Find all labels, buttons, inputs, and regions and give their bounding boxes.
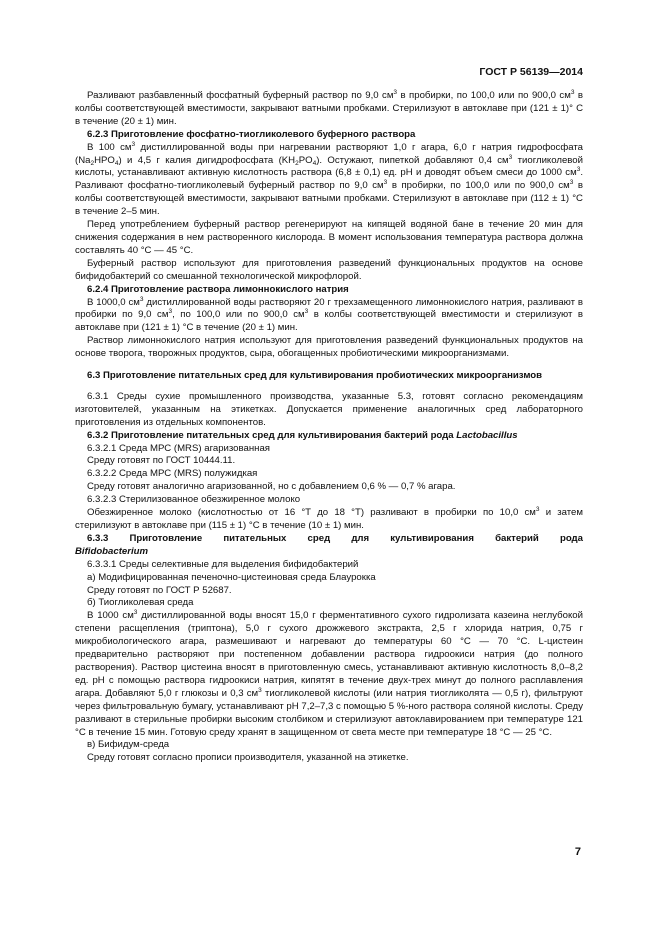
heading-6-3: 6.3 Приготовление питательных сред для культивирования пробиотических микроорганизмов (87, 370, 543, 382)
document-body (75, 90, 583, 765)
paragraph-thioglycol-prep: В 100 $см^3$ дистиллированной воды при нагревании растворяют 1,0 г агара, 6,0 г натрия гидрофосфата $(Na_2HPO_4)$ и 4,5 г калия дигидрофосфата $(KH_2PO_4)$. Остужают, пипеткой добавляют 0,4 $см^3$ тиогликолевой кислоты, устанавливают активную кислотность раствора (6,8 ± 0,1) ед. pH и доводят объем смеси до 1000 $см^3$. Разливают фосфатно-тиогликолевый буферный раствор по 9,0 $см^3$ в пробирки, по 100,0 или по 900,0 $см^3$ в колбы соответствующей вместимости, закрывают ватными пробками. Стерилизуют в автоклаве при (112 ± 1) °С в течение 2–5 мин. (75, 140, 584, 218)
page-number: 7 (574, 846, 581, 858)
heading-6-2-3: 6.2.3 Приготовление фосфатно-тиогликолевого буферного раствора (87, 128, 416, 140)
heading-6-3-3-genus (75, 546, 583, 559)
paragraph-usage: Буферный раствор используют для приготовления разведений функциональных продуктов на основе бифидобактерий со смешанной технологической микрофлорой. (75, 257, 583, 282)
paragraph-6-3-1: 6.3.1 Среды сухие промышленного производства, указанные 5.3, готовят согласно рекомендациям изготовителей, указанным на этикетках. Допускается применение аналогичных сред лабораторного приготовления из отдельных компонентов. (75, 390, 583, 428)
paragraph-dilution: Разливают разбавленный фосфатный буферный раствор по 9,0 $см^3$ в пробирки, по 100,0 или по 900,0 $см^3$ в колбы соответствующей вместимости, закрывают ватными пробками. Стерилизуют в автоклаве при (121 ± 1)° С в течение (20 ± 1) мин. (75, 89, 584, 127)
item-6-3-2-2: 6.3.2.2 Среда МРС (MRS) полужидкая (87, 468, 258, 480)
item-a-text: Среду готовят по ГОСТ Р 52687. (87, 584, 232, 596)
item-v-text: Среду готовят согласно прописи производителя, указанной на этикетке. (87, 752, 409, 764)
item-a: а) Модифицированная печеночно-цистеиновая среда Блаурокка (87, 571, 376, 583)
paragraph-skim-milk: Обезжиренное молоко (кислотностью от 16 °Т до 18 °Т) разливают в пробирки по 10,0 $см^3$ и затем стерилизуют в автоклаве при (115 ± 1) °С в течение (10 ± 1) мин. (75, 506, 583, 531)
paragraph-citrate-usage: Раствор лимоннокислого натрия используют для приготовления разведений функциональных продуктов на основе творога, творожных продуктов, сыра, обогащенных пробиотическими микроорганизмами. (75, 335, 583, 360)
paragraph-regeneration: Перед употреблением буферный раствор регенерируют на кипящей водяной бане в течение 20 мин для снижения содержания в нем растворенного кислорода. В момент использования температура раствора должна составлять 40 °С — 45 °С. (75, 219, 583, 256)
genus-bifidobacterium: Bifidobacterium (75, 545, 149, 557)
document-header: ГОСТ Р 56139—2014 (479, 66, 583, 78)
item-6-3-3-1: 6.3.3.1 Среды селективные для выделения бифидобактерий (87, 558, 359, 570)
item-6-3-2-2-text: Среду готовят аналогично агаризованной, но с добавлением 0,6 % — 0,7 % агара. (87, 481, 456, 493)
item-v: в) Бифидум-среда (87, 739, 170, 751)
paragraph-thioglycol-medium: В 1000 $см^3$ дистиллированной воды вносят 15,0 г ферментативного сухого гидролизата казеина неглубокой степени расщепления (триптона), 5,0 г сухого дрожжевого экстракта, 2,5 г хлорида натрия, 0,75 г микробиологического агара, размешивают и нагревают до температуры 60 °С — 70 °С. L-цистеин предварительно растворяют при постепенном добавлении раствора гидроокиси натрия (до полного растворения). Раствор цистеина вносят в приготовленную смесь, устанавливают активную кислотность 8,0–8,2 ед. pH с помощью раствора гидроокиси натрия, кипятят в течение двух-трех минут до полного расплавления агара. Добавляют 5,0 г глюкозы и 0,3 $см^3$ тиогликолевой кислоты (или натрия тиогликолята — 0,5 г), фильтруют через фильтровальную бумагу, устанавливают pH 7,2–7,3 с помощью 5 %-ного раствора соляной кислоты. Среду разливают в стерильные пробирки высоким столбиком и стерилизуют автоклавированием при температуре 121 °С в течение 15 мин. Готовую среду хранят в защищенном от света месте при температуре 18 °С — 25 °С. (75, 609, 584, 738)
paragraph-citrate-prep: В 1000,0 $см^3$ дистиллированной воды растворяют 20 г трехзамещенного лимоннокислого натрия, разливают в пробирки по 9,0 $см^3$, по 100,0 или по 900,0 $см^3$ в колбы соответствующей вместимости и стерилизуют в автоклаве при (121 ± 1) °С в течение (20 ± 1) мин. (75, 295, 583, 334)
genus-lactobacillus: Lactobacillus (456, 429, 518, 441)
heading-6-2-4: 6.2.4 Приготовление раствора лимоннокислого натрия (87, 283, 349, 295)
heading-6-3-3: 6.3.3 Приготовление питательных сред для культивирования бактерий рода (87, 532, 583, 544)
heading-6-3-2: 6.3.2 Приготовление питательных сред для культивирования бактерий рода Lactobacillus (87, 429, 518, 441)
item-b: б) Тиогликолевая среда (87, 597, 194, 609)
item-6-3-2-1-text: Среду готовят по ГОСТ 10444.11. (87, 455, 236, 467)
item-6-3-2-1: 6.3.2.1 Среда МРС (MRS) агаризованная (87, 442, 270, 454)
item-6-3-2-3: 6.3.2.3 Стерилизованное обезжиренное молоко (87, 494, 301, 506)
